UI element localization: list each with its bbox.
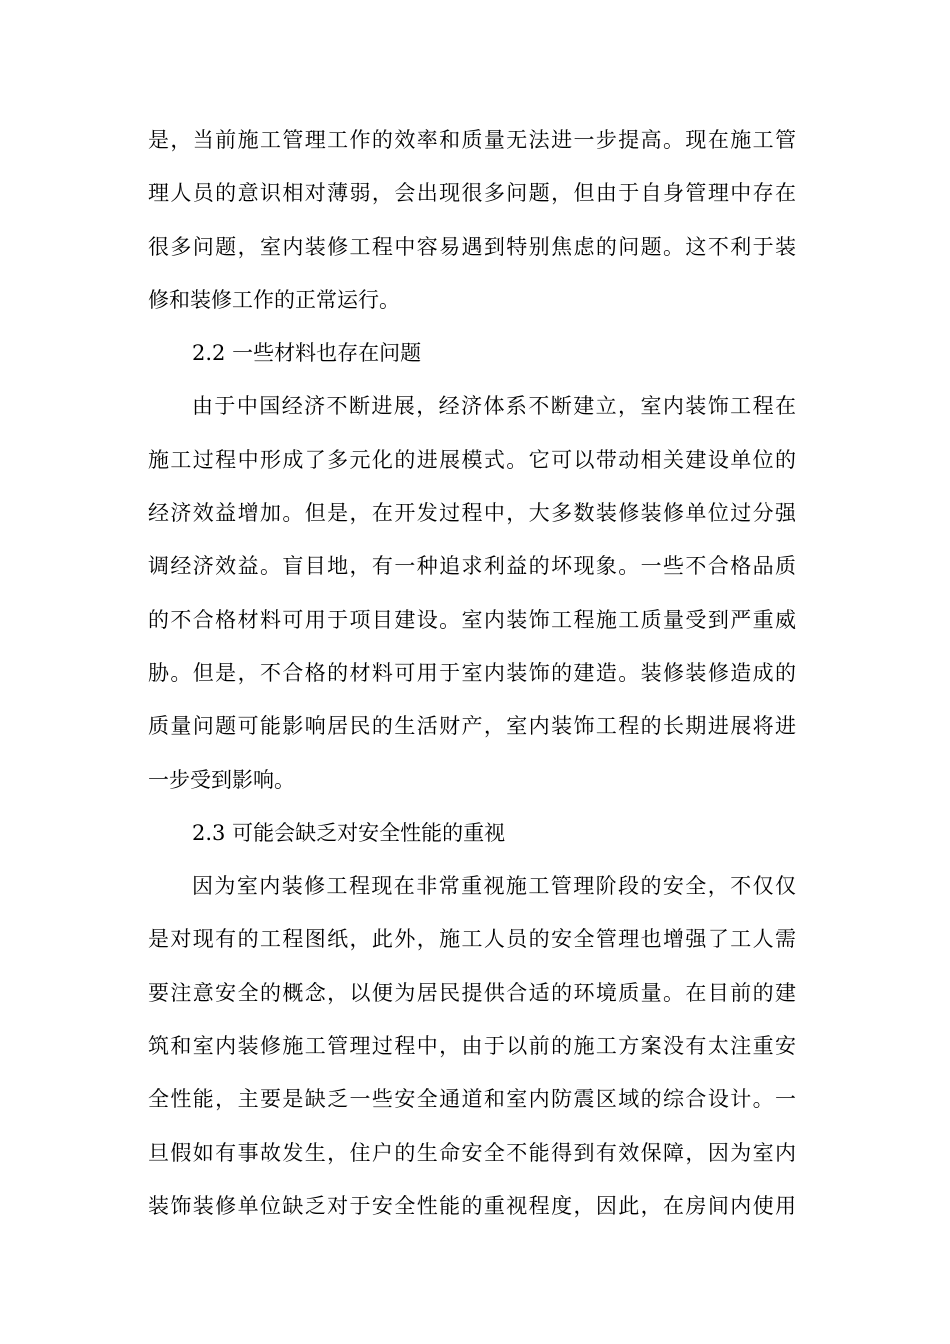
- text-line: 经济效益增加。但是，在开发过程中，大多数装修装修单位过分强: [148, 501, 796, 526]
- paragraph-safety: [148, 860, 796, 1233]
- text-line: 筑和室内装修施工管理过程中，由于以前的施工方案没有太注重安: [148, 1034, 796, 1059]
- text-line: 很多问题，室内装修工程中容易遇到特别焦虑的问题。这不利于装: [148, 234, 796, 259]
- section-heading-2-2: 2.2 一些材料也存在问题: [192, 341, 422, 366]
- text-line: 装饰装修单位缺乏对于安全性能的重视程度，因此，在房间内使用: [148, 1193, 796, 1218]
- document-page: [148, 114, 796, 1233]
- paragraph-materials: [148, 380, 796, 806]
- text-line: 要注意安全的概念，以便为居民提供合适的环境质量。在目前的建: [148, 980, 796, 1005]
- section-heading-2-3: 2.3 可能会缺乏对安全性能的重视: [192, 820, 506, 845]
- text-line: 是，当前施工管理工作的效率和质量无法进一步提高。现在施工管: [148, 128, 796, 152]
- text-line: 全性能，主要是缺乏一些安全通道和室内防震区域的综合设计。一: [148, 1087, 796, 1112]
- text-line: 修和装修工作的正常运行。: [148, 287, 400, 312]
- paragraph-continued: [148, 114, 796, 327]
- text-line: 胁。但是，不合格的材料可用于室内装饰的建造。装修装修造成的: [148, 660, 796, 685]
- text-line: 施工过程中形成了多元化的进展模式。它可以带动相关建设单位的: [148, 447, 796, 472]
- text-line: 理人员的意识相对薄弱，会出现很多问题，但由于自身管理中存在: [148, 181, 796, 206]
- text-line: 质量问题可能影响居民的生活财产，室内装饰工程的长期进展将进: [148, 714, 796, 739]
- text-line: 调经济效益。盲目地，有一种追求利益的坏现象。一些不合格品质: [148, 554, 796, 579]
- text-line: 的不合格材料可用于项目建设。室内装饰工程施工质量受到严重威: [148, 607, 796, 632]
- text-line: 由于中国经济不断进展，经济体系不断建立，室内装饰工程在: [192, 394, 796, 419]
- text-line: 是对现有的工程图纸，此外，施工人员的安全管理也增强了工人需: [148, 927, 796, 952]
- text-line: 因为室内装修工程现在非常重视施工管理阶段的安全，不仅仅: [192, 874, 796, 899]
- text-line: 旦假如有事故发生，住户的生命安全不能得到有效保障，因为室内: [148, 1140, 796, 1165]
- text-line: 一步受到影响。: [148, 767, 295, 792]
